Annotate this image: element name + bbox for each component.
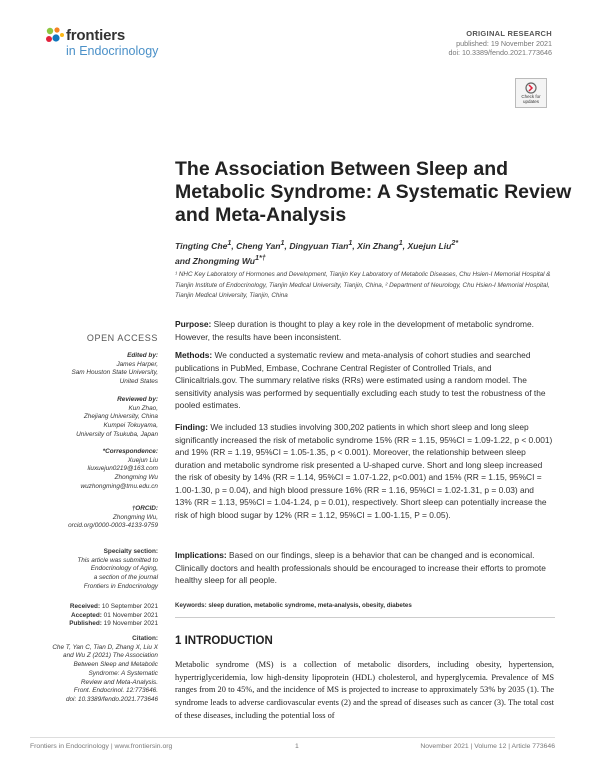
check-updates-icon [525, 82, 537, 94]
citation-label: Citation: [132, 635, 158, 642]
footer-journal-link[interactable]: Frontiers in Endocrinology | www.frontiersin.org [30, 743, 173, 750]
dates-block: Received: 10 September 2021 Accepted: 01 November 2021 Published: 19 November 2021 [69, 603, 158, 628]
email-link[interactable]: wuzhongming@tmu.edu.cn [80, 482, 158, 490]
abstract-methods: Methods: We conducted a systematic review and meta-analysis of cohort studies and searched publications in PubMed, Embase, Cochrane Central Register of Controlled Trials, and Clinicaltrials.gov. The summary relative risks (RRs) were estimated using a random model. The sensitivity analysis was performed by sequentially excluding each study to test the robustness of the pooled estimates. [175, 350, 546, 410]
badge-label: Check for updates [521, 93, 541, 104]
correspondence-label: *Correspondence: [102, 448, 158, 455]
abstract-finding: Finding: We included 13 studies involving 300,202 patients in which short sleep and long sleep significantly increased the risk of metabolic syndrome 15% (RR = 1.15, 95%CI = 1.09-1.22, p < 0.001) and 19% (RR = 1.19, 95%CI = 1.05-1.35, p < 0.001). Moreover, the relationship between sleep duration and metabolic syndrome risk presented a U-shaped curve. Short and long sleep increased the risk of obesity by 14% (RR = 1.14, 95%CI = 1.07-1.22, p<0.001) and 15% (RR = 1.15, 95%CI = 1.00-1.30, p = 0.04), and high blood pressure 16% (RR = 1.16, 95%CI = 1.02-1.31, p = 0.03) and 13% (RR = 1.13, 95%CI = 1.04-1.24, p = 0.01), respectively. Short sleep can potentially increase the risk of high blood sugar by 12% (RR = 1.12, 95%CI = 1.00-1.15, P = 0.05). [175, 422, 553, 520]
intro-paragraph: Metabolic syndrome (MS) is a collection of metabolic disorders, including obesity, hypertension, hypertriglyceridemia, low high-density lipoprotein (HDL) cholesterol, and hyperglycemia. Prevalence of MS ranges from 20 to 45%, and the incidence of MS is projected to increase to approximately 53% by 2035 (1). The syndrome leads to adverse cardiovascular events (2) and the spread of diseases such as cancer (3). The total cost of these diseases, including the potential loss of [175, 660, 554, 720]
journal-name: in Endocrinology [66, 44, 159, 58]
abstract-purpose: Purpose: Sleep duration is thought to play a key role in the development of metabolic syndrome. However, the results have been inconsistent. [175, 319, 534, 342]
keywords: Keywords: sleep duration, metabolic syndrome, meta-analysis, obesity, diabetes [175, 602, 412, 609]
article-type: ORIGINAL RESEARCH [466, 29, 552, 38]
frontiers-logo-icon [45, 26, 65, 46]
orcid-link[interactable]: orcid.org/0000-0003-4133-9759 [68, 522, 158, 530]
orcid-block: †ORCID: Zhongming Wu, orcid.org/0000-0003-4133-9759 [30, 505, 158, 531]
affiliations: ¹ NHC Key Laboratory of Hormones and Development, Tianjin Key Laboratory of Metabolic Diseases, Chu Hsien-I Memorial Hospital & Tianjin Institute of Endocrinology, Tianjin Medical University, Tianjin, China, ² Department of Neurology, Chu Hsien-I Memorial Hospital, Tianjin Medical University, Tianjin, China [175, 271, 551, 299]
check-for-updates-badge[interactable] [515, 78, 547, 108]
footer-citation: November 2021 | Volume 12 | Article 773646 [420, 743, 555, 750]
divider [175, 617, 555, 618]
section-heading: 1 INTRODUCTION [175, 635, 273, 647]
footer-divider [30, 737, 555, 738]
citation-doi-link[interactable]: doi: 10.3389/fendo.2021.773646 [65, 695, 158, 703]
author[interactable]: Tingting Che$^1$ [175, 239, 232, 251]
published-date: published: 19 November 2021 [456, 39, 552, 48]
correspondence-block: *Correspondence: Xuejun Liu liuxuejun0219@163.com Zhongming Wu wuzhongming@tmu.edu.cn [30, 448, 158, 492]
email-link[interactable]: liuxuejun0219@163.com [87, 465, 158, 473]
author[interactable]: Cheng Yan$^1$ [236, 239, 285, 251]
edited-by-label: Edited by: [127, 352, 158, 359]
author-list: Tingting Che$^1$, Cheng Yan$^1$, Dingyuan Tian$^1$, Xin Zhang$^1$, Xuejun Liu$^{2*}$ and Zhongming $Wu^{1*\dagger}$ [175, 239, 459, 266]
open-access-label: OPEN ACCESS [86, 333, 158, 343]
author[interactable]: Xuejun Liu$^{2*}$ [407, 239, 459, 251]
brand-name: frontiers [66, 27, 126, 44]
reviewed-by-block: Reviewed by: Kun Zhao, Zhejiang University, China Kumpei Tokuyama, University of Tsukuba, Japan [30, 396, 158, 440]
abstract-implications: Implications: Based on our findings, sleep is a behavior that can be changed and is economical. Clinically doctors and health professionals should be encouraged to increase their efforts to promote healthy sleep for all people. [175, 550, 546, 585]
author[interactable]: Dingyuan Tian$^1$ [289, 239, 353, 251]
author[interactable]: Zhongming $Wu^{1*\dagger}$ [192, 253, 266, 266]
edited-by-block: Edited by: James Harper, Sam Houston State University, United States [30, 352, 158, 387]
page-number: 1 [295, 743, 299, 750]
orcid-label: †ORCID: [131, 505, 158, 512]
article-title: The Association Between Sleep and Metabolic Syndrome: A Systematic Review and Meta-Analysis [175, 158, 572, 226]
specialty-label: Specialty section: [103, 548, 158, 555]
reviewed-by-label: Reviewed by: [117, 396, 158, 403]
specialty-block: Specialty section: This article was submitted to Endocrinology of Aging, a section of the journal Frontiers in Endocrinology [30, 548, 158, 592]
citation-block: Citation: Che T, Yan C, Tian D, Zhang X, Liu X and Wu Z (2021) The Association Between Sleep and Metabolic Syndrome: A Systematic Review and Meta-Analysis. Front. Endocrinol. 12:773646. doi: 10.3389/fendo.2021.773646 [30, 635, 158, 705]
author[interactable]: Xin Zhang$^1$ [357, 239, 403, 251]
doi-link[interactable]: doi: 10.3389/fendo.2021.773646 [448, 48, 552, 57]
